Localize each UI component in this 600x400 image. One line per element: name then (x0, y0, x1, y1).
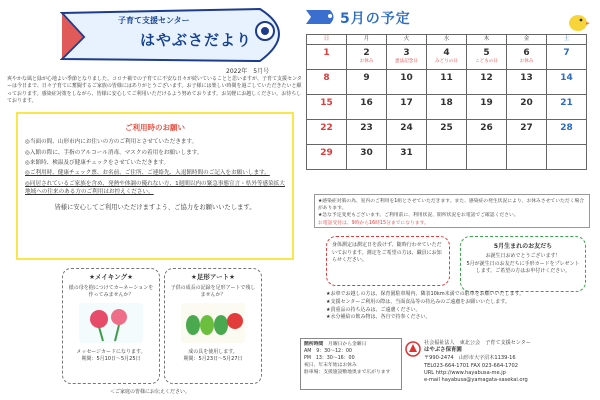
calendar-day-cell (467, 45, 507, 70)
day-number: 25 (440, 123, 453, 133)
issue-date: 2022年 5月号 (226, 68, 270, 75)
rule-item: ★水分補給の飲み物は、各自で持参ください。 (326, 314, 431, 321)
day-number: 16 (360, 98, 373, 108)
day-number: 12 (480, 73, 493, 83)
calendar-day-cell (427, 120, 467, 145)
calendar-day-cell (347, 70, 387, 95)
calendar-day-cell (507, 95, 547, 120)
day-number: 8 (323, 73, 330, 83)
weekday-header: 水 (427, 35, 467, 45)
guideline-item: ◎当面の間、山形市内にお住いの方のご利用とさせていただきます。 (25, 139, 198, 146)
calendar-day-cell (467, 120, 507, 145)
making-activity-card (62, 268, 160, 384)
calendar-title: 5月の予定 (340, 11, 411, 27)
day-number: 15 (320, 98, 333, 108)
calendar-week-row (307, 95, 587, 120)
org-email: e-mail hayabusa@yamagata-sasekai.org (424, 377, 528, 384)
making-description: 紙の母を抱につけてカーネーションを作ってみませんか？ (68, 284, 154, 299)
org-phone: TEL023-664-1701 FAX 023-664-1702 (424, 362, 519, 369)
footprint-caterpillar-photo (181, 303, 245, 343)
calendar-day-cell (427, 45, 467, 70)
birthday-greeting: お誕生日おめでとうございます！ (485, 253, 561, 259)
day-number: 1 (323, 48, 330, 58)
day-number: 24 (400, 123, 413, 133)
org-url: URL http://www.hayabusa-me.jp (424, 369, 506, 376)
calendar-day-cell (507, 145, 547, 170)
calendar-day-cell (547, 145, 587, 170)
day-number: 28 (560, 123, 573, 133)
rule-item: ★貴重品の持ち込みは、ご遠慮ください。 (326, 306, 421, 313)
calendar-day-cell (467, 70, 507, 95)
day-number: 5 (483, 48, 490, 58)
calendar-day-cell (307, 45, 347, 70)
calendar-week-row (307, 145, 587, 170)
day-number: 3 (403, 48, 410, 58)
koinobori-icon (304, 6, 338, 28)
weekday-header: 木 (467, 35, 507, 45)
hours-am: AM 9：30～12：00 (304, 348, 352, 354)
day-number: 14 (560, 73, 573, 83)
calendar-day-cell (387, 45, 427, 70)
hours-days: 月曜日から金曜日 (328, 342, 367, 347)
usage-guidelines-box (16, 112, 294, 260)
calendar-day-cell (427, 145, 467, 170)
footart-description: 子供の成長の記録を足形アートで残しませんか？ (170, 284, 256, 299)
schedule-notice (314, 194, 590, 228)
weekday-header: 土 (547, 35, 587, 45)
day-event: こどもの日 (475, 59, 498, 65)
weekday-header: 火 (387, 35, 427, 45)
day-number: 9 (363, 73, 370, 83)
day-number: 10 (400, 73, 413, 83)
org-center: 子育て支援センター (485, 340, 531, 346)
calendar-day-cell (507, 45, 547, 70)
day-number: 11 (440, 73, 453, 83)
center-name: 子育て支援センター (118, 16, 190, 25)
rule-item: ★お車でお越しの方は、保育園駐車場内、隣表10km未満での駐車をお願いいたします。 (326, 291, 525, 297)
notice-line: ★感染症対策の為、室内のご利用を1組とさせていただきます。また、感染症の発生状況により、お休みさせていただく場合があります。 (318, 199, 585, 212)
org-corp: 社会福祉法人 (424, 340, 455, 346)
day-number: 4 (443, 48, 450, 58)
calendar-day-cell (387, 95, 427, 120)
calendar-day-cell (427, 70, 467, 95)
day-number: 20 (520, 98, 533, 108)
org-address: 〒990-2474 山形市大字沼木1139-16 (424, 355, 516, 362)
birthday-details: 5月が誕生日のお友だちに手形カードをプレゼントします。ご希望の方はお申付けください。 (466, 260, 580, 274)
guideline-item: ◎同居されているご家族を含め、発熱や体調の優れない方、1週間以内の緊急事態宣言・県外等感染拡大地域への往来のある方のご利用はお控えください。 (25, 180, 285, 196)
calendar-day-cell (547, 120, 587, 145)
calendar-day-cell (547, 95, 587, 120)
org-name: はやぶさ保育園 (424, 347, 462, 354)
calendar-day-cell (547, 70, 587, 95)
greeting-text: 爽やかな風と緑が心地よい季節となりました。コロナ禍での子育てに不安な日々が続いていることと思いますが、子育て支援センターは今日まで、日々子育てに奮闘するご家族の皆様にはありがとうございます。お子様には楽しい時間を過ごしていただきたいと願っております。感染症対策をしながら、皆様に安心してご利用いただけるよう努めております。お気軽にお越しください。お待ちしております。 (7, 76, 302, 104)
hours-note: 駐車場：支援施設敷地奥まで広がります (304, 369, 391, 375)
chick-icon (566, 10, 590, 32)
day-number: 18 (440, 98, 453, 108)
org-unit: 東北公会 (459, 340, 481, 346)
guidelines-title: ご利用時のお願い (125, 123, 185, 132)
calendar-day-cell (347, 120, 387, 145)
notice-line: ★急な予定変更もございます。ご利用前に、利用状況、開所状況をお電話でご確認ください。 (318, 213, 519, 219)
day-number: 27 (520, 123, 533, 133)
day-number: 7 (563, 48, 570, 58)
day-number: 31 (400, 148, 413, 158)
footprint-art-card (164, 268, 262, 384)
birthday-title: 5月生まれのお友だち (493, 243, 553, 250)
footart-title: ★足形アート★ (191, 273, 235, 281)
day-number: 22 (320, 123, 333, 133)
making-title: ★メイキング★ (89, 273, 133, 281)
day-number: 19 (480, 98, 493, 108)
newsletter-title: はやぶさだより (140, 31, 253, 49)
calendar-day-cell (547, 45, 587, 70)
footart-period: 期間：5月23日～5月27日 (183, 356, 243, 363)
rule-item: ★支援センターご利用の際は、当面食品等の持込みのご遠慮をお願いいたします。 (326, 298, 510, 305)
hours-note: 祝日、年末年始はお休み (304, 362, 357, 368)
calendar-day-cell (507, 120, 547, 145)
weekday-header: 金 (507, 35, 547, 45)
calendar-day-cell (347, 145, 387, 170)
footart-note: 成の具を使用します。 (188, 348, 238, 355)
visitor-rules (326, 291, 590, 322)
day-number: 6 (523, 48, 530, 58)
guideline-item: ◎来館時、検温及び健康チェックをさせていただきます。 (25, 159, 170, 166)
hours-label: 開所時間 (304, 342, 324, 347)
day-number: 21 (560, 98, 573, 108)
making-period: 期間：5月10日～5月25日 (81, 356, 141, 363)
day-event: お休み (359, 59, 374, 65)
birthday-box (460, 236, 586, 292)
calendar-day-cell (467, 95, 507, 120)
day-event: お休み (519, 59, 534, 65)
calendar-week-row (307, 45, 587, 70)
calendar-week-row (307, 120, 587, 145)
calendar-day-cell (347, 95, 387, 120)
carnation-card-photo (79, 303, 143, 343)
organization-logo (405, 341, 421, 357)
opening-hours-box (300, 338, 402, 390)
calendar-day-cell (347, 45, 387, 70)
calendar-day-cell (307, 120, 347, 145)
day-number: 13 (520, 73, 533, 83)
day-number: 17 (400, 98, 413, 108)
footer-note: ＜ご家庭の皆様にお伝えください。 (110, 389, 191, 395)
calendar-week-row (307, 70, 587, 95)
weekday-header: 月 (347, 35, 387, 45)
calendar-day-cell (307, 70, 347, 95)
calendar-day-cell (387, 120, 427, 145)
notice-line: お電話受付は、9時から16時15分までになります。 (318, 220, 429, 226)
measurement-text: 身体測定は測定日を設けず、随時行わせていただいております。測定をご希望の方は、職員にお知らせください。 (332, 242, 442, 263)
day-event: みどりの日 (435, 59, 458, 65)
day-number: 2 (363, 48, 370, 58)
calendar-day-cell (467, 145, 507, 170)
day-number: 30 (360, 148, 373, 158)
guideline-item: ◎入館の際に、手指のアルコール消毒、マスクの着用をお願いします。 (25, 149, 203, 156)
making-note: メッセージカードになります。 (76, 348, 146, 355)
guideline-item: ◎ご利用時、健康チェック票、お名前、ご住所、ご連絡先、入退館時間のご記入をお願いします。 (25, 170, 270, 177)
weekday-header: 日 (307, 35, 347, 45)
calendar-day-cell (307, 95, 347, 120)
guidelines-thanks: 皆様に安心してご利用いただけますよう、ご協力をお願いいたします。 (54, 204, 256, 212)
calendar-day-cell (387, 145, 427, 170)
calendar-day-cell (307, 145, 347, 170)
organization-info (424, 340, 592, 385)
day-number: 23 (360, 123, 373, 133)
hours-pm: PM 13：30～16：00 (304, 355, 355, 361)
day-number: 26 (480, 123, 493, 133)
calendar-day-cell (387, 70, 427, 95)
calendar-day-cell (427, 95, 467, 120)
day-number: 29 (320, 148, 333, 158)
day-event: 憲法記念日 (395, 59, 418, 65)
calendar-day-cell (507, 70, 547, 95)
body-measurement-box (326, 236, 450, 286)
may-calendar (306, 34, 587, 170)
